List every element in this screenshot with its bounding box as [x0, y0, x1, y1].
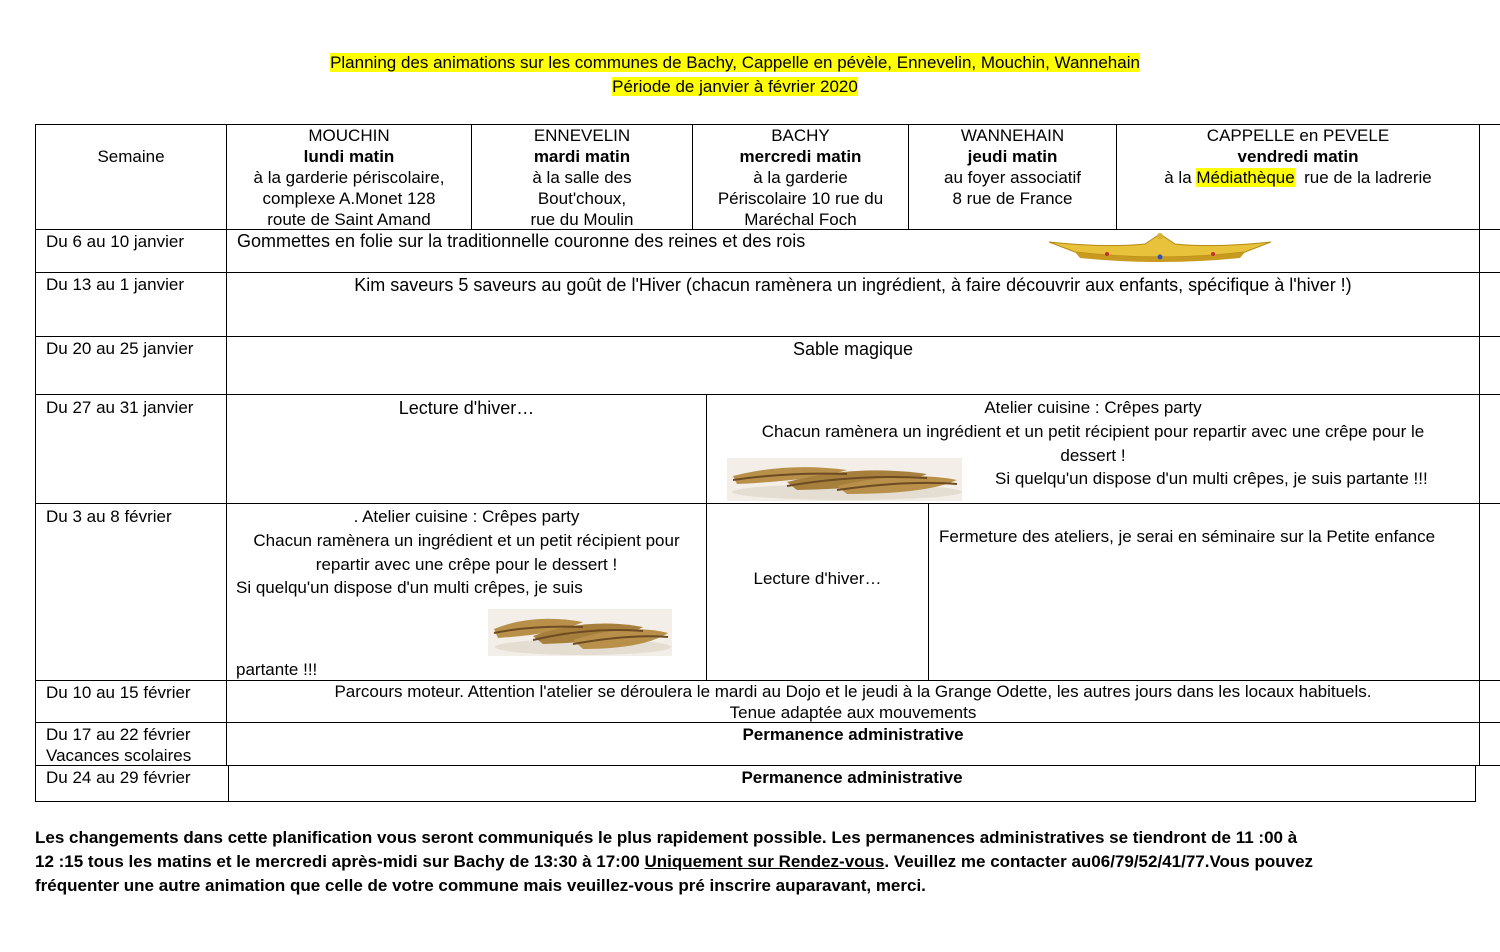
- activity-text: Fermeture des ateliers, je serai en séminaire sur la Petite enfance: [939, 527, 1436, 546]
- week-label: Du 27 au 31 janvier: [46, 398, 194, 417]
- crepes-image: [727, 458, 962, 501]
- activity-text: Si quelqu'un dispose d'un multi crêpes, je suis: [236, 578, 583, 597]
- week-label: Du 24 au 29 février: [46, 768, 191, 787]
- activity-text: Lecture d'hiver…: [398, 398, 535, 418]
- activity-text: Kim saveurs 5 saveurs au goût de l'Hiver (chacun ramènera un ingrédient, à faire découvrir aux enfants, spécifique à l'hiver !): [354, 275, 1352, 295]
- crepes-image: [488, 609, 672, 656]
- activity-text: partante !!!: [236, 660, 318, 679]
- column-header-cappelle: CAPPELLE en PEVELE vendredi matin à la Médiathèque rue de la ladrerie: [1164, 126, 1432, 187]
- activity-text: Si quelqu'un dispose d'un multi crêpes, je suis partante !!!: [995, 469, 1428, 488]
- footer-note: Les changements dans cette planification vous seront communiqués le plus rapidement possible. Les permanences administratives se tiendront de 11 :00 à 12 :15 tous les matins et le mercredi après-midi sur Bachy de 13:30 à 17:00 Uniquement sur Rendez-vous. Veuillez me contacter au06/79/52/41/77.Vous pouvez fréquenter une autre animation que celle de votre commune mais veuillez-vous pré inscrire auparavant, merci.: [35, 828, 1314, 895]
- column-header-mouchin: MOUCHIN lundi matin à la garderie périscolaire, complexe A.Monet 128 route de Saint Amand: [253, 126, 445, 229]
- column-header-wannehain: WANNEHAIN jeudi matin au foyer associatif 8 rue de France: [943, 126, 1081, 208]
- activity-text: Permanence administrative: [742, 725, 964, 744]
- crown-icon: [1045, 232, 1275, 264]
- activity-text: Parcours moteur. Attention l'atelier se déroulera le mardi au Dojo et le jeudi à la Grange Odette, les autres jours dans les locaux habituels. Tenue adaptée aux mouvements: [334, 682, 1372, 722]
- column-header-ennevelin: ENNEVELIN mardi matin à la salle des Bout'choux, rue du Moulin: [530, 126, 634, 229]
- page-title: Planning des animations sur les communes de Bachy, Cappelle en pévèle, Ennevelin, Mouchin, Wannehain: [330, 53, 1140, 72]
- week-label: Du 10 au 15 février: [46, 683, 191, 702]
- week-label: Du 3 au 8 février: [46, 507, 172, 526]
- week-label: Du 13 au 1 janvier: [46, 275, 184, 294]
- activity-text: Atelier cuisine : Crêpes party Chacun ramènera un ingrédient et un petit récipient pour repartir avec une crêpe pour le dessert !: [761, 398, 1425, 465]
- activity-text: Gommettes en folie sur la traditionnelle couronne des reines et des rois: [237, 231, 806, 251]
- week-label: Du 20 au 25 janvier: [46, 339, 194, 358]
- column-header-bachy: BACHY mercredi matin à la garderie Périscolaire 10 rue du Maréchal Foch: [717, 126, 884, 229]
- activity-text: Sable magique: [792, 339, 914, 359]
- week-label: Du 6 au 10 janvier: [46, 232, 184, 251]
- activity-text: Permanence administrative: [741, 768, 963, 787]
- week-label: Du 17 au 22 février Vacances scolaires: [46, 725, 192, 765]
- activity-text: . Atelier cuisine : Crêpes party Chacun ramènera un ingrédient et un petit récipient pour repartir avec une crêpe pour le dessert !: [253, 507, 680, 574]
- activity-text: Lecture d'hiver…: [753, 569, 882, 588]
- week-column-header: Semaine: [97, 147, 165, 166]
- page-subtitle: Période de janvier à février 2020: [612, 77, 858, 96]
